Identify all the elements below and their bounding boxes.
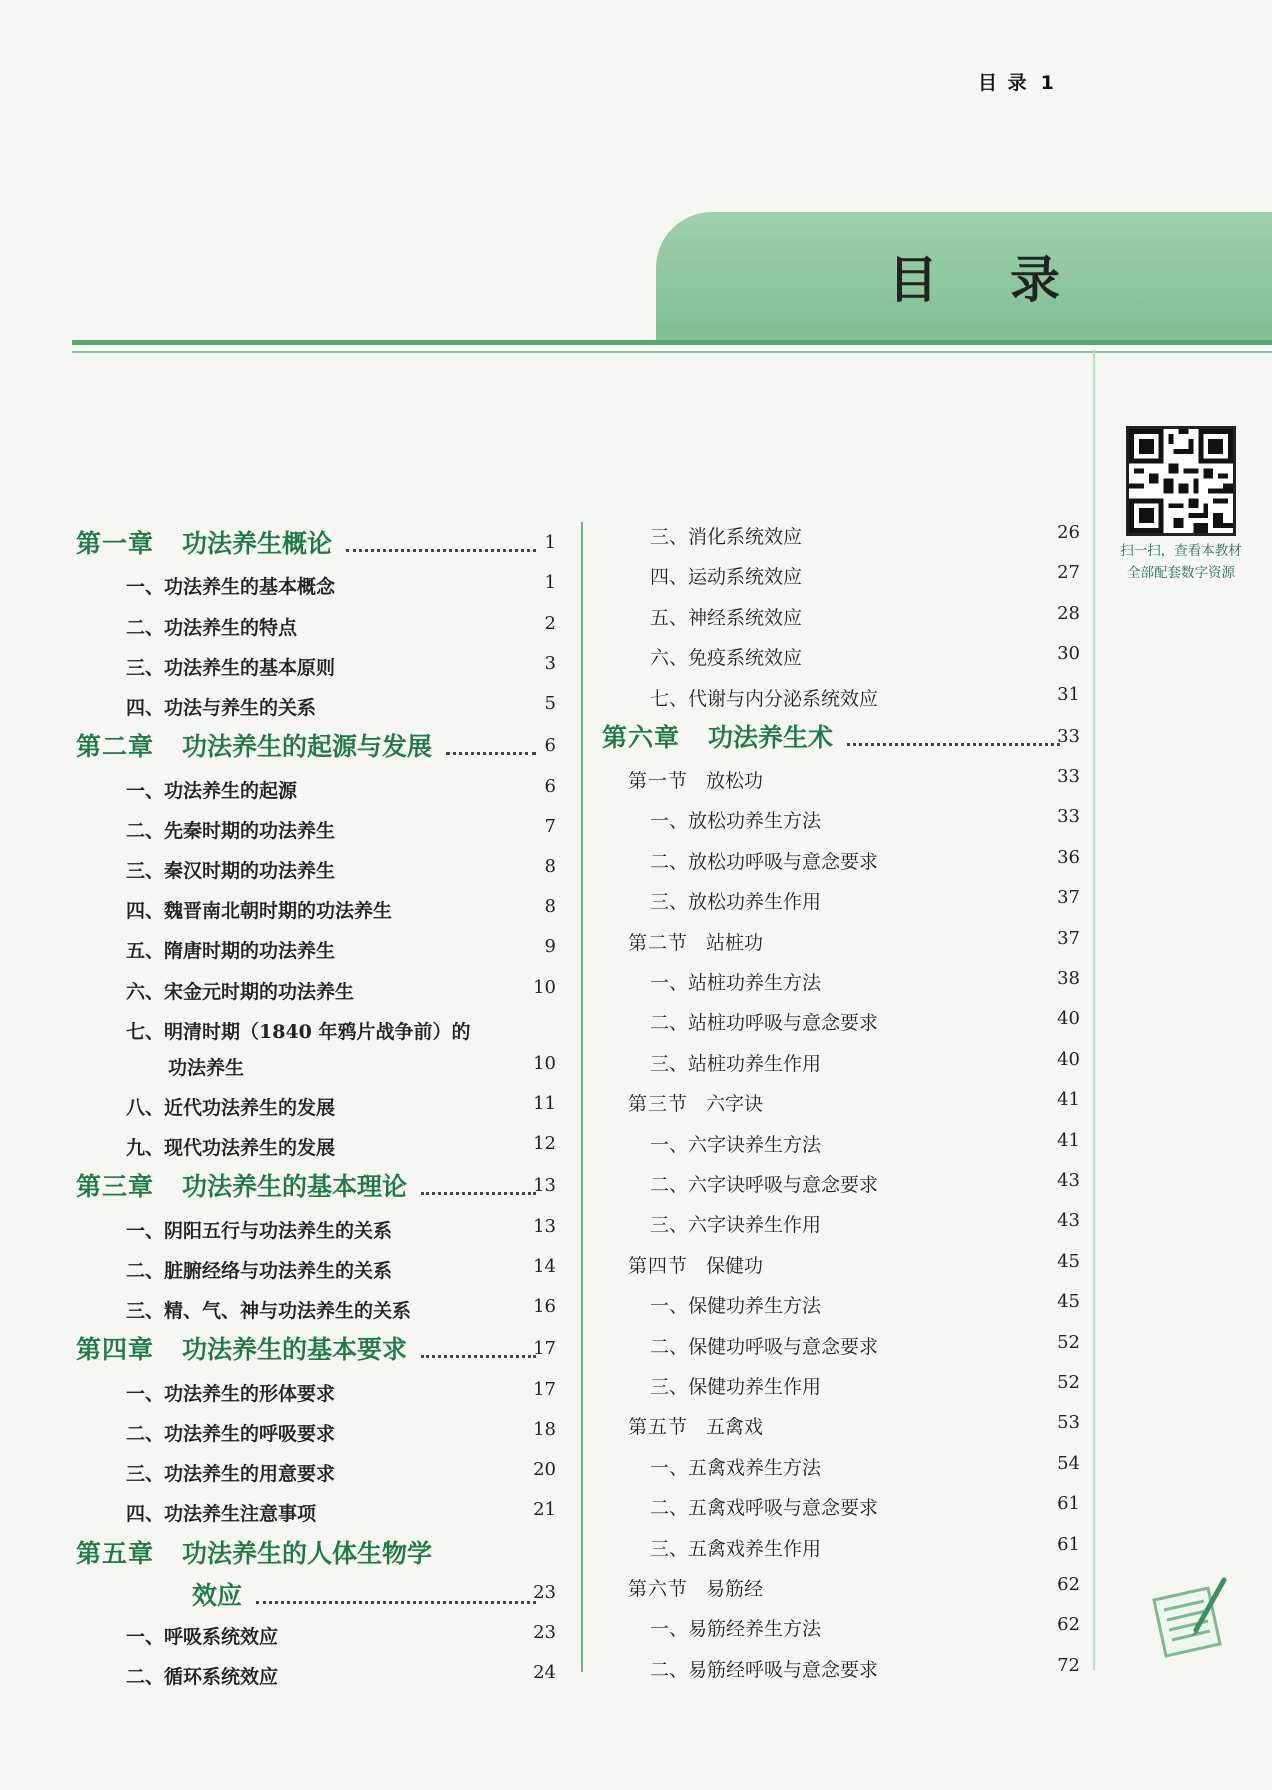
item-title: 三、功法养生的基本原则 — [126, 656, 336, 679]
toc-item-entry[interactable] — [650, 1291, 821, 1318]
toc-item-entry[interactable] — [126, 1093, 335, 1120]
toc-item-entry[interactable] — [650, 562, 802, 589]
item-title: 三、功法养生的用意要求 — [126, 1463, 336, 1486]
section-title: 站桩功 — [706, 931, 764, 954]
dot-leader — [847, 743, 1060, 746]
toc-item-entry-continued[interactable] — [168, 1053, 244, 1080]
toc-item-entry[interactable] — [650, 1453, 821, 1480]
item-title: 二、六字诀呼吸与意念要求 — [650, 1174, 879, 1196]
item-title: 一、功法养生的基本概念 — [126, 576, 336, 599]
page-number: 14 — [533, 1256, 556, 1277]
page-number: 28 — [1057, 602, 1080, 624]
item-title: 二、循环系统效应 — [126, 1666, 279, 1689]
chapter-number: 第六章 — [602, 723, 681, 752]
toc-item-entry[interactable] — [650, 1332, 878, 1359]
page-number: 11 — [533, 1093, 556, 1114]
section-number: 第六节 — [628, 1578, 689, 1600]
toc-item-entry[interactable] — [126, 1499, 316, 1526]
page-number: 26 — [1057, 522, 1080, 543]
page-number: 52 — [1057, 1372, 1080, 1393]
qr-code-icon[interactable] — [1126, 426, 1236, 536]
page-number: 7 — [544, 815, 556, 837]
toc-item-entry[interactable] — [126, 1296, 411, 1323]
toc-item-entry[interactable] — [126, 653, 335, 680]
item-title: 三、保健功养生作用 — [650, 1376, 822, 1398]
page-number: 62 — [1057, 1574, 1080, 1595]
item-title: 二、放松功呼吸与意念要求 — [650, 850, 879, 873]
toc-item-entry[interactable] — [650, 643, 802, 670]
item-title: 二、先秦时期的功法养生 — [126, 819, 336, 842]
chapter-title: 功法养生的人体生物学 — [182, 1538, 433, 1568]
item-title: 一、六字诀养生方法 — [650, 1133, 822, 1156]
page-number: 13 — [533, 1215, 556, 1237]
item-title: 一、阴阳五行与功法养生的关系 — [126, 1219, 393, 1242]
chapter-number: 第三章 — [76, 1172, 155, 1202]
toc-item-entry[interactable] — [126, 1662, 278, 1689]
toc-item-entry[interactable] — [126, 1379, 335, 1406]
toc-chapter-entry[interactable] — [76, 524, 546, 560]
section-number: 第二节 — [628, 931, 689, 954]
page-number: 10 — [533, 976, 556, 998]
page-number: 45 — [1057, 1250, 1080, 1272]
header-rule — [72, 340, 1272, 345]
toc-item-entry[interactable] — [650, 1170, 878, 1197]
page-number: 72 — [1057, 1654, 1080, 1676]
item-title: 二、功法养生的呼吸要求 — [126, 1423, 336, 1445]
item-title: 一、呼吸系统效应 — [126, 1626, 279, 1648]
section-title: 放松功 — [706, 770, 764, 792]
qr-caption: 扫一扫，查看本教材全部配套数字资源 — [1120, 543, 1242, 581]
item-title: 七、明清时期（1840 年鸦片战争前）的 — [126, 1020, 471, 1043]
toc-item-entry[interactable] — [650, 1008, 878, 1035]
toc-item-entry[interactable] — [650, 1130, 821, 1157]
item-title: 一、功法养生的形体要求 — [126, 1382, 336, 1405]
page-number: 17 — [533, 1338, 556, 1360]
toc-item-entry[interactable] — [126, 977, 354, 1004]
page-number: 33 — [1057, 726, 1080, 747]
toc-item-entry[interactable] — [126, 1419, 335, 1446]
toc-item-entry[interactable] — [650, 1655, 878, 1682]
chapter-title: 功法养生概论 — [182, 529, 333, 558]
page-number: 43 — [1057, 1170, 1080, 1191]
toc-item-entry[interactable] — [126, 816, 335, 843]
toc-section-entry[interactable] — [628, 928, 763, 955]
page-number: 23 — [533, 1622, 556, 1643]
toc-item-entry[interactable] — [126, 776, 297, 803]
toc-chapter-entry-continued[interactable] — [192, 1576, 546, 1612]
page-number: 6 — [544, 735, 556, 757]
item-title: 九、现代功法养生的发展 — [126, 1137, 336, 1160]
page-number: 62 — [1057, 1614, 1080, 1636]
section-title: 六字诀 — [706, 1093, 764, 1116]
toc-item-entry[interactable] — [126, 1622, 278, 1649]
running-head-page-number: 1 — [1040, 72, 1056, 94]
toc-item-entry[interactable] — [126, 1017, 471, 1044]
page-number: 9 — [544, 936, 556, 958]
page-number: 12 — [533, 1133, 556, 1155]
toc-section-entry[interactable] — [628, 1089, 763, 1116]
toc-chapter-entry[interactable] — [76, 1534, 432, 1570]
item-title: 一、易筋经养生方法 — [650, 1618, 822, 1641]
toc-item-entry[interactable] — [126, 693, 316, 720]
page-number: 36 — [1057, 846, 1080, 868]
page-number: 20 — [533, 1459, 556, 1481]
page-number: 52 — [1057, 1331, 1080, 1353]
toc-section-entry[interactable] — [628, 1251, 763, 1278]
item-title: 一、站桩功养生方法 — [650, 972, 822, 994]
item-title: 四、功法养生注意事项 — [126, 1503, 317, 1526]
item-title: 六、免疫系统效应 — [650, 647, 803, 670]
item-title: 三、站桩功养生作用 — [650, 1052, 822, 1075]
column-divider — [581, 522, 583, 1672]
toc-section-entry[interactable] — [628, 766, 763, 793]
page-number: 45 — [1057, 1291, 1080, 1313]
toc-item-entry[interactable] — [650, 806, 821, 833]
chapter-title: 功法养生的基本要求 — [182, 1335, 408, 1365]
item-title: 二、五禽戏呼吸与意念要求 — [650, 1497, 879, 1520]
page-number: 24 — [533, 1662, 556, 1684]
page-number: 41 — [1057, 1129, 1080, 1151]
chapter-number: 第一章 — [76, 529, 155, 558]
item-title: 五、神经系统效应 — [650, 606, 803, 629]
page-number: 40 — [1057, 1048, 1080, 1070]
item-title: 三、六字诀养生作用 — [650, 1214, 822, 1237]
toc-chapter-entry[interactable] — [76, 1330, 546, 1366]
page-number: 33 — [1057, 766, 1080, 787]
toc-item-entry[interactable] — [126, 936, 335, 963]
toc-item-entry[interactable] — [126, 613, 297, 640]
dot-leader — [256, 1601, 536, 1604]
header-rule-thin — [72, 351, 1272, 353]
page-number: 3 — [544, 652, 556, 674]
page-number: 8 — [544, 856, 556, 877]
page-title: 目录 — [888, 251, 1132, 309]
item-title: 一、功法养生的起源 — [126, 779, 298, 802]
chapter-title: 功法养生的基本理论 — [182, 1172, 408, 1202]
item-title: 二、易筋经呼吸与意念要求 — [650, 1658, 879, 1681]
item-title: 二、脏腑经络与功法养生的关系 — [126, 1260, 393, 1282]
item-title: 七、代谢与内分泌系统效应 — [650, 687, 879, 710]
page-number: 1 — [544, 532, 556, 553]
page-number: 16 — [533, 1296, 556, 1318]
page-number: 53 — [1057, 1412, 1080, 1434]
toc-item-entry[interactable] — [650, 847, 878, 874]
item-title: 三、五禽戏养生作用 — [650, 1537, 822, 1560]
toc-chapter-entry[interactable] — [602, 718, 1070, 754]
section-title: 易筋经 — [706, 1578, 764, 1600]
toc-item-entry[interactable] — [126, 572, 335, 599]
page-number: 37 — [1057, 887, 1080, 909]
toc-item-entry[interactable] — [650, 1614, 821, 1641]
item-title: 四、功法与养生的关系 — [126, 697, 317, 719]
margin-divider — [1093, 350, 1095, 1670]
chapter-title-continued: 效应 — [192, 1580, 243, 1610]
item-title: 二、站桩功呼吸与意念要求 — [650, 1012, 879, 1035]
page-number: 41 — [1057, 1089, 1080, 1111]
page-number: 2 — [544, 612, 556, 634]
item-title: 六、宋金元时期的功法养生 — [126, 980, 355, 1003]
page-number: 17 — [533, 1378, 556, 1400]
page-number: 31 — [1057, 683, 1080, 705]
chapter-title: 功法养生术 — [708, 723, 834, 752]
item-title: 三、秦汉时期的功法养生 — [126, 860, 336, 882]
toc-item-entry[interactable] — [650, 603, 802, 630]
section-number: 第四节 — [628, 1254, 689, 1277]
page-number: 43 — [1057, 1210, 1080, 1232]
running-head — [978, 68, 1056, 95]
toc-chapter-entry[interactable] — [76, 727, 546, 763]
page-number: 21 — [533, 1499, 556, 1521]
section-number: 第一节 — [628, 770, 689, 792]
toc-item-entry[interactable] — [126, 896, 392, 923]
item-title: 八、近代功法养生的发展 — [126, 1097, 336, 1119]
item-title: 四、运动系统效应 — [650, 566, 803, 589]
toc-item-entry[interactable] — [650, 1210, 821, 1237]
page-number: 33 — [1057, 806, 1080, 828]
chapter-number: 第二章 — [76, 732, 155, 762]
toc-item-entry[interactable] — [126, 1256, 392, 1283]
section-number: 第三节 — [628, 1093, 689, 1116]
page-number: 38 — [1057, 968, 1080, 989]
page-number: 27 — [1057, 562, 1080, 584]
item-title: 一、放松功养生方法 — [650, 810, 822, 833]
toc-item-entry[interactable] — [650, 887, 821, 914]
chapter-number: 第四章 — [76, 1335, 155, 1365]
item-title: 三、消化系统效应 — [650, 526, 803, 548]
page-number: 23 — [533, 1581, 556, 1603]
toc-section-entry[interactable] — [628, 1574, 763, 1601]
page-number: 61 — [1057, 1533, 1080, 1555]
page-number: 30 — [1057, 643, 1080, 665]
page-number: 6 — [544, 775, 556, 797]
page-number: 37 — [1057, 927, 1080, 949]
chapter-number: 第五章 — [76, 1538, 155, 1568]
toc-item-entry[interactable] — [650, 968, 821, 995]
toc-section-entry[interactable] — [628, 1412, 763, 1439]
item-title: 二、功法养生的特点 — [126, 616, 298, 639]
toc-item-entry[interactable] — [650, 684, 878, 711]
page-number: 5 — [544, 693, 556, 714]
toc-item-entry[interactable] — [650, 1534, 821, 1561]
page-number: 10 — [533, 1052, 556, 1074]
toc-item-entry[interactable] — [650, 1372, 821, 1399]
item-title: 一、五禽戏养生方法 — [650, 1456, 822, 1479]
item-title-continued: 功法养生 — [168, 1056, 245, 1079]
item-title: 五、隋唐时期的功法养生 — [126, 940, 336, 963]
toc-item-entry[interactable] — [650, 1493, 878, 1520]
page-number: 61 — [1057, 1493, 1080, 1515]
toc-item-entry[interactable] — [126, 856, 335, 883]
section-title: 保健功 — [706, 1254, 764, 1277]
running-head-label: 目 录 — [978, 72, 1029, 94]
toc-chapter-entry[interactable] — [76, 1167, 546, 1203]
section-title: 五禽戏 — [706, 1416, 764, 1439]
item-title: 一、保健功养生方法 — [650, 1295, 822, 1318]
toc-item-entry[interactable] — [650, 522, 802, 549]
page-number: 1 — [544, 572, 556, 594]
notebook-pencil-icon — [1142, 1570, 1238, 1666]
page-number: 18 — [533, 1419, 556, 1440]
toc-item-entry[interactable] — [126, 1216, 392, 1243]
item-title: 三、放松功养生作用 — [650, 891, 822, 914]
item-title: 三、精、气、神与功法养生的关系 — [126, 1300, 412, 1323]
toc-item-entry[interactable] — [650, 1049, 821, 1076]
page-number: 8 — [544, 896, 556, 918]
page-number: 40 — [1057, 1008, 1080, 1030]
item-title: 四、魏晋南北朝时期的功法养生 — [126, 900, 393, 923]
section-number: 第五节 — [628, 1416, 689, 1439]
toc-item-entry[interactable] — [126, 1459, 335, 1486]
toc-item-entry[interactable] — [126, 1133, 335, 1160]
page-number: 13 — [533, 1175, 556, 1197]
page-number: 54 — [1057, 1452, 1080, 1474]
item-title: 二、保健功呼吸与意念要求 — [650, 1335, 879, 1358]
dot-leader — [346, 549, 536, 552]
chapter-title: 功法养生的起源与发展 — [182, 732, 433, 762]
